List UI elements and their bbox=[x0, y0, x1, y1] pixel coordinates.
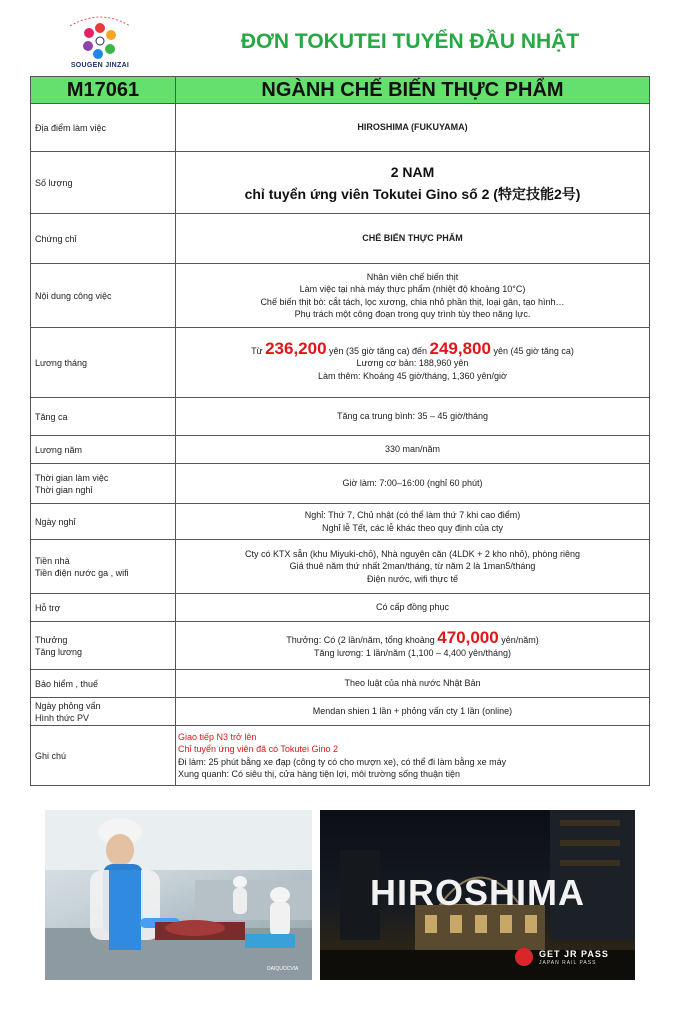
row-label: Ngày phỏng vấn bbox=[35, 700, 101, 711]
row-label: Lương tháng bbox=[31, 328, 176, 398]
jr-pass-subtext: JAPAN RAIL PASS bbox=[539, 960, 597, 966]
row-label: Tiền điện nước ga , wifi bbox=[35, 567, 129, 578]
row-label: Lương năm bbox=[31, 436, 176, 464]
annual-value: 330 man/năm bbox=[176, 436, 650, 464]
row-label: Chứng chỉ bbox=[31, 214, 176, 264]
table-row bbox=[31, 328, 650, 398]
page-title: ĐƠN TOKUTEI TUYỂN ĐẦU NHẬT bbox=[240, 30, 580, 53]
table-row bbox=[31, 214, 650, 264]
support-value: Có cấp đồng phục bbox=[176, 594, 650, 622]
industry-title: NGÀNH CHẾ BIẾN THỰC PHẨM bbox=[176, 77, 650, 104]
insurance-value: Theo luật của nhà nước Nhật Bản bbox=[176, 670, 650, 698]
row-label: Tăng lương bbox=[35, 646, 82, 657]
job-table bbox=[30, 76, 650, 786]
hiroshima-overlay-text: HIROSHIMA bbox=[370, 872, 585, 913]
table-row bbox=[31, 152, 650, 214]
job-content-line: Phụ trách một công đoạn trong quy trình tùy theo năng lực. bbox=[294, 309, 531, 319]
row-label: Bảo hiểm , thuế bbox=[31, 670, 176, 698]
row-label: Ghi chú bbox=[31, 726, 176, 786]
table-row bbox=[31, 104, 650, 152]
row-label: Hỗ trợ bbox=[31, 594, 176, 622]
quantity-value: 2 NAM bbox=[390, 163, 435, 180]
housing-line: Cty có KTX sẵn (khu Miyuki-chō), Nhà nguyên căn (4LDK + 2 kho nhỏ), phòng riêng bbox=[245, 548, 580, 559]
row-label: Ngày nghỉ bbox=[31, 504, 176, 540]
salary-max: 249,800 bbox=[429, 338, 491, 358]
note-line: Chỉ tuyển ứng viên đã có Tokutei Gino 2 bbox=[178, 744, 338, 754]
table-row bbox=[31, 540, 650, 594]
photo-strip bbox=[45, 810, 635, 980]
row-label: Tiền nhà bbox=[35, 555, 70, 566]
overtime-value: Tăng ca trung bình: 35 – 45 giờ/tháng bbox=[176, 398, 650, 436]
row-label: Thưởng bbox=[35, 634, 68, 645]
table-row bbox=[31, 264, 650, 328]
holidays-line: Nghỉ lễ Tết, các lễ khác theo quy định của cty bbox=[322, 522, 503, 533]
table-row bbox=[31, 464, 650, 504]
salary-min: 236,200 bbox=[265, 338, 327, 358]
bonus-amount: 470,000 bbox=[437, 628, 499, 647]
table-row bbox=[31, 504, 650, 540]
logo-text: SOUGEN JINZAI bbox=[70, 62, 130, 69]
job-code: M17061 bbox=[31, 77, 176, 104]
meat-processing-photo bbox=[45, 810, 312, 980]
jr-pass-badge bbox=[515, 946, 625, 970]
housing-line: Giá thuê năm thứ nhất 2man/tháng, từ năm 2 là 1man5/tháng bbox=[289, 561, 536, 572]
note-line: Giao tiếp N3 trở lên bbox=[178, 731, 257, 742]
factory-illustration bbox=[45, 810, 312, 980]
table-row bbox=[31, 670, 650, 698]
housing-line: Điện nước, wifi thực tế bbox=[367, 573, 458, 584]
job-content-line: Làm việc tại nhà máy thực phẩm (nhiệt độ khoảng 10°C) bbox=[299, 284, 526, 294]
table-row bbox=[31, 398, 650, 436]
row-label: Hình thức PV bbox=[35, 712, 90, 723]
note-line: Đi làm: 25 phút bằng xe đạp (công ty có cho mượn xe), có thể đi làm bằng xe máy bbox=[178, 756, 507, 767]
salary-range: Từ 236,200 yên (35 giờ tăng ca) đến 249,800 yên (45 giờ tăng ca) bbox=[251, 338, 574, 358]
jr-logo-icon bbox=[515, 948, 533, 966]
table-row bbox=[31, 436, 650, 464]
holidays-line: Nghỉ: Thứ 7, Chủ nhật (có thể làm thứ 7 khi cao điểm) bbox=[304, 510, 521, 520]
row-label: Tăng ca bbox=[31, 398, 176, 436]
table-row bbox=[31, 726, 650, 786]
hours-value: Giờ làm: 7:00–16:00 (nghỉ 60 phút) bbox=[176, 464, 650, 504]
table-row bbox=[31, 698, 650, 726]
watermark: DAIQUOCVIA bbox=[267, 966, 299, 972]
location-value: HIROSHIMA (FUKUYAMA) bbox=[176, 104, 650, 152]
job-content-line: Nhân viên chế biến thịt bbox=[366, 271, 459, 282]
note-line: Xung quanh: Có siêu thị, cửa hàng tiện lợi, môi trường sống thuận tiện bbox=[178, 769, 461, 779]
bonus-line: Thưởng: Có (2 lần/năm, tổng khoảng 470,000 yên/năm) bbox=[286, 628, 539, 647]
jr-pass-text: GET JR PASS bbox=[539, 949, 609, 959]
row-label: Thời gian làm việc bbox=[35, 472, 109, 483]
interview-value: Mendan shien 1 lần + phỏng vấn cty 1 lần (online) bbox=[176, 698, 650, 726]
table-row bbox=[31, 622, 650, 670]
base-salary: Lương cơ bản: 188,960 yên bbox=[356, 358, 469, 369]
row-label: Số lượng bbox=[31, 152, 176, 214]
quantity-note: chỉ tuyển ứng viên Tokutei Gino số 2 (特定技能2号) bbox=[244, 185, 581, 202]
table-header-row bbox=[31, 77, 650, 104]
job-content-line: Chế biến thịt bò: cắt tách, lọc xương, chia nhỏ phần thịt, loại gân, tạo hình… bbox=[260, 296, 565, 307]
certificate-value: CHẾ BIẾN THỰC PHẨM bbox=[176, 214, 650, 264]
table-row bbox=[31, 594, 650, 622]
row-label: Nội dung công việc bbox=[31, 264, 176, 328]
row-label: Địa điểm làm việc bbox=[31, 104, 176, 152]
header bbox=[0, 0, 680, 76]
raise-line: Tăng lương: 1 lần/năm (1,100 – 4,400 yên/tháng) bbox=[313, 647, 512, 658]
row-label: Thời gian nghỉ bbox=[35, 484, 93, 495]
overtime-pay: Làm thêm: Khoảng 45 giờ/tháng, 1,360 yên/giờ bbox=[318, 370, 507, 381]
hiroshima-photo bbox=[320, 810, 635, 980]
